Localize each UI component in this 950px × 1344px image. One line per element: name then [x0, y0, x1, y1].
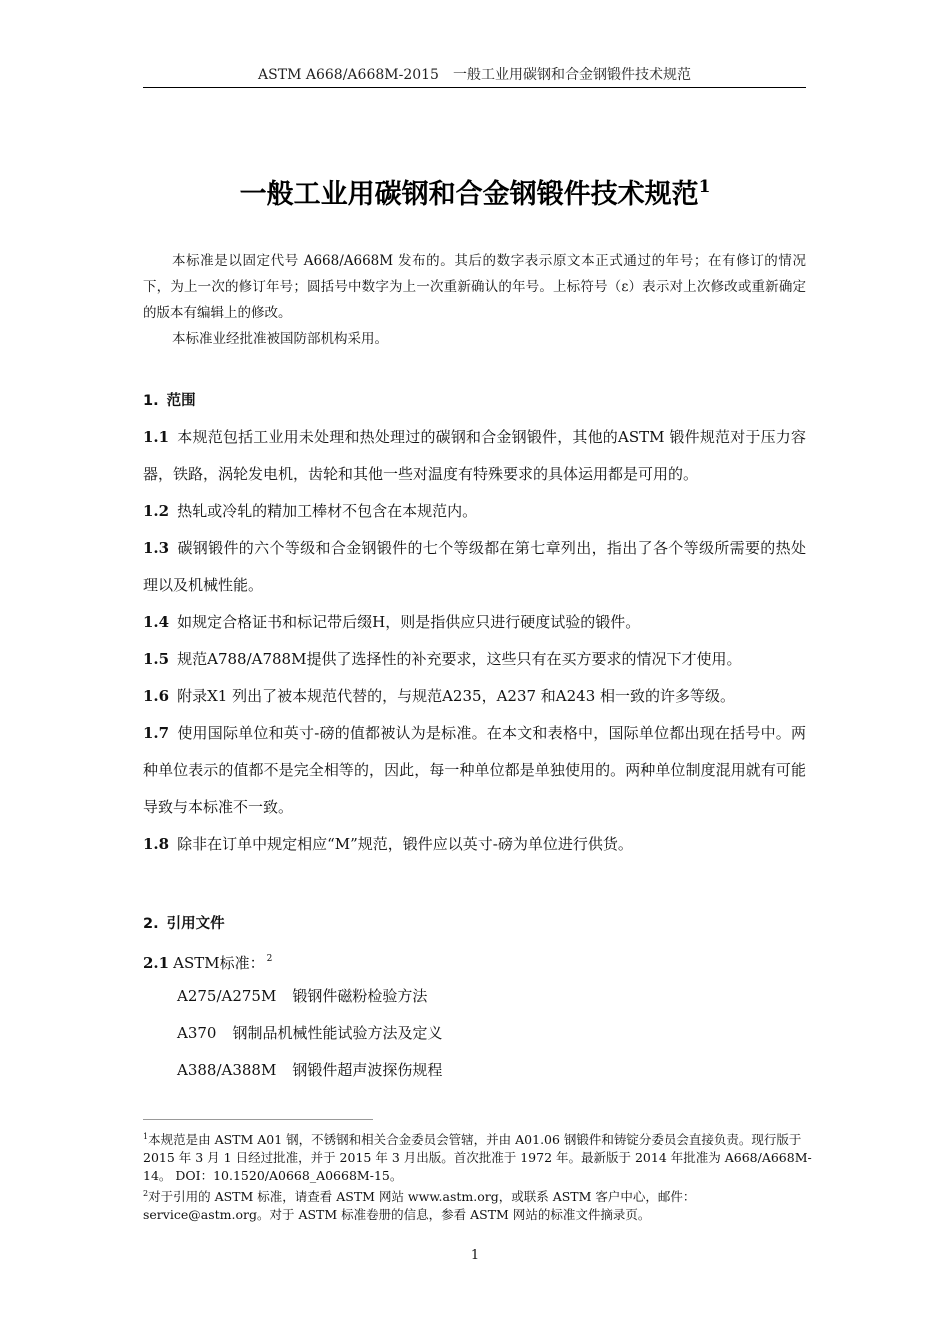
section-title: 范围 — [166, 393, 196, 409]
section-references-body — [143, 941, 806, 982]
clause-number: 1.4 — [143, 613, 170, 631]
clause-text: 热轧或冷轧的精加工棒材不包含在本规范内。 — [177, 502, 478, 520]
clause-1-1 — [143, 419, 806, 493]
page-number: 1 — [470, 1248, 480, 1263]
footnote-mark: 1 — [143, 1132, 149, 1141]
reference-item — [177, 1015, 442, 1052]
footnotes — [143, 1128, 813, 1224]
reference-code: A370 — [177, 1024, 217, 1042]
footnote-2 — [143, 1185, 813, 1224]
reference-title: 钢锻件超声波探伤规程 — [292, 1061, 443, 1079]
clause-1-7 — [143, 715, 806, 826]
clause-number: 1.6 — [143, 687, 170, 705]
preamble-paragraph: 本标准业经批准被国防部机构采用。 — [172, 331, 388, 347]
section-number: 1. — [143, 393, 159, 409]
footnote-rule — [143, 1119, 373, 1120]
title-footnote-mark: 1 — [698, 177, 711, 197]
reference-title: 锻钢件磁粉检验方法 — [292, 987, 428, 1005]
section-title: 引用文件 — [166, 916, 225, 932]
document-title — [0, 172, 950, 211]
reference-title: 钢制品机械性能试验方法及定义 — [232, 1024, 443, 1042]
section-heading-scope — [143, 389, 196, 410]
clause-1-3 — [143, 530, 806, 604]
clause-text: 除非在订单中规定相应“M”规范，锻件应以英寸-磅为单位进行供货。 — [177, 835, 633, 853]
clause-text: 规范A788/A788M提供了选择性的补充要求，这些只有在买方要求的情况下才使用。 — [177, 650, 742, 668]
section-number: 2. — [143, 916, 159, 932]
reference-item — [177, 978, 442, 1015]
clause-text: 本规范包括工业用未处理和热处理过的碳钢和合金钢锻件，其他的ASTM 锻件规范对于压力容器，铁路，涡轮发电机，齿轮和其他一些对温度有特殊要求的具体运用都是可用的。 — [143, 428, 806, 483]
clause-1-8 — [143, 826, 806, 863]
reference-code: A275/A275M — [177, 987, 277, 1005]
footnote-1 — [143, 1128, 813, 1185]
reference-code: A388/A388M — [177, 1061, 277, 1079]
clause-text: 附录X1 列出了被本规范代替的，与规范A235，A237 和A243 相一致的许多等级。 — [177, 687, 736, 705]
clause-number: 1.5 — [143, 650, 170, 668]
clause-2-1 — [143, 941, 806, 982]
clause-text: ASTM标准： — [173, 954, 265, 972]
running-header: ASTM A668/A668M-2015 一般工业用碳钢和合金钢锻件技术规范 — [258, 67, 691, 83]
footnote-mark: 2 — [266, 954, 273, 964]
clause-number: 1.1 — [143, 428, 170, 446]
clause-number: 1.7 — [143, 724, 170, 742]
section-scope-body — [143, 419, 806, 863]
section-heading-references — [143, 912, 225, 933]
footnote-text: 本规范是由 ASTM A01 钢，不锈钢和相关合金委员会管辖，并由 A01.06 钢锻件和铸锭分委员会直接负责。现行版于 2015 年 3 月 1 日经过批准，并于 2015 年 3 月出版。首次批准于 1972 年。最新版于 2014 年批准为 A668/A668M-14。 DOI：10.1520/A0668_A0668M-15。 — [143, 1132, 812, 1183]
clause-text: 碳钢锻件的六个等级和合金钢锻件的七个等级都在第七章列出，指出了各个等级所需要的热处理以及机械性能。 — [143, 539, 806, 594]
reference-item — [177, 1052, 442, 1089]
clause-1-6 — [143, 678, 806, 715]
preamble-paragraph: 本标准是以固定代号 A668/A668M 发布的。其后的数字表示原文本正式通过的年号；在有修订的情况下，为上一次的修订年号；圆括号中数字为上一次重新确认的年号。上标符号（ε）表示对上次修改或重新确定的版本有编辑上的修改。 — [143, 253, 806, 321]
preamble — [143, 248, 806, 352]
clause-number: 1.8 — [143, 835, 170, 853]
clause-1-5 — [143, 641, 806, 678]
clause-number: 2.1 — [143, 954, 170, 972]
clause-1-2 — [143, 493, 806, 530]
title-text: 一般工业用碳钢和合金钢锻件技术规范 — [239, 179, 699, 210]
clause-text: 如规定合格证书和标记带后缀H，则是指供应只进行硬度试验的锻件。 — [177, 613, 641, 631]
clause-1-4 — [143, 604, 806, 641]
clause-number: 1.3 — [143, 539, 170, 557]
reference-list — [177, 978, 442, 1089]
clause-number: 1.2 — [143, 502, 170, 520]
header-rule — [143, 87, 806, 88]
clause-text: 使用国际单位和英寸-磅的值都被认为是标准。在本文和表格中，国际单位都出现在括号中。两种单位表示的值都不是完全相等的，因此，每一种单位都是单独使用的。两种单位制度混用就有可能导致与本标准不一致。 — [143, 724, 806, 816]
footnote-mark: 2 — [143, 1189, 149, 1198]
footnote-text: 对于引用的 ASTM 标准，请查看 ASTM 网站 www.astm.org，或联系 ASTM 客户中心，邮件：service@astm.org。对于 ASTM 标准卷册的信息，参看 ASTM 网站的标准文件摘录页。 — [143, 1189, 696, 1222]
